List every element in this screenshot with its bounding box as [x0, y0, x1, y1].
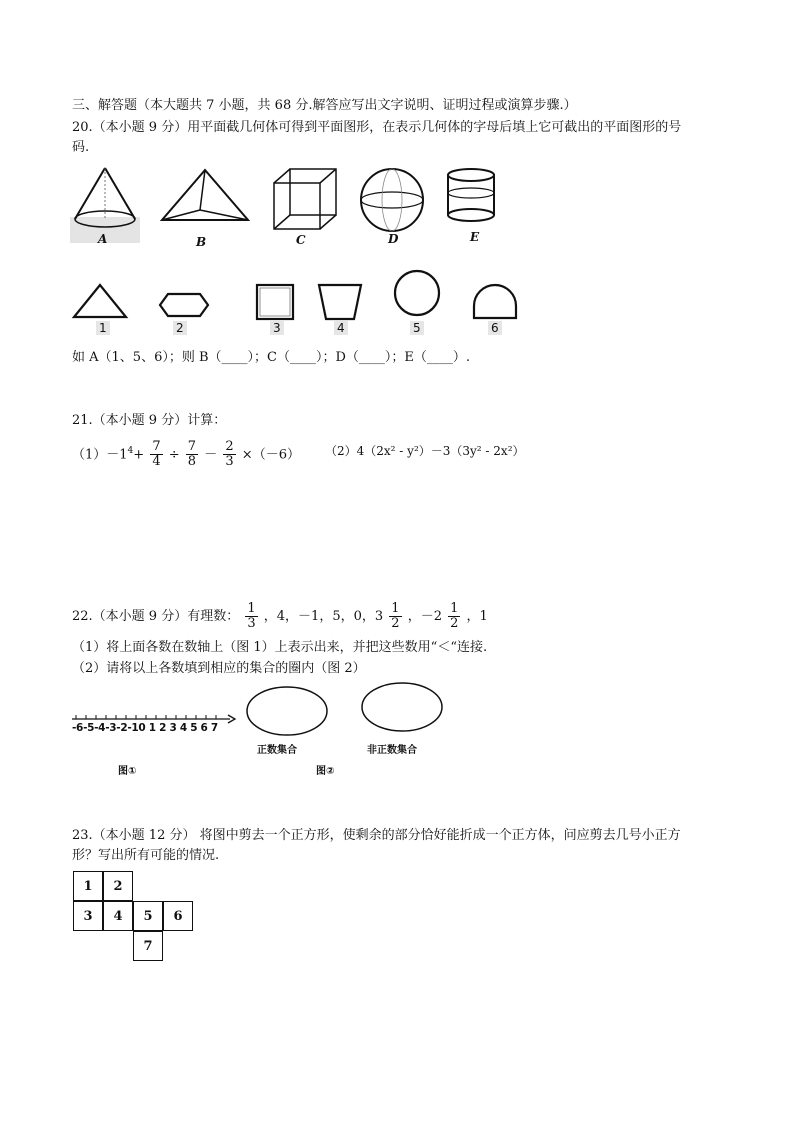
net-cell-3: 3 — [73, 901, 103, 931]
q21-part1 — [72, 433, 300, 473]
net-cell-1: 1 — [73, 871, 103, 901]
shape-label-2: 2 — [173, 321, 187, 335]
circle-shape — [392, 268, 442, 318]
semicircle-shape — [470, 282, 520, 322]
q22-title-line — [72, 597, 488, 637]
positive-set-label: 正数集合 — [257, 745, 297, 756]
q23-text-cont: 形？写出所有可能的情况. — [72, 848, 220, 863]
cube-figure — [272, 167, 338, 233]
q21-p1-exp: 4 — [127, 446, 134, 456]
net-cell-6: 6 — [163, 901, 193, 931]
q21-p1-prefix: （1）－1 — [72, 447, 128, 463]
solid-label-d: D — [388, 232, 399, 246]
solid-label-b: B — [196, 235, 207, 249]
q22-numbers-2: ，－2 — [407, 609, 442, 624]
minus-sign: － — [204, 447, 218, 463]
solid-label-c: C — [296, 233, 306, 247]
shape-label-4: 4 — [334, 321, 348, 335]
cylinder-figure — [445, 167, 497, 227]
shape-label-5: 5 — [410, 321, 424, 335]
q21-part2: （2）4（2x² - y²）－3（3y² - 2x²） — [325, 444, 525, 458]
net-cell-7: 7 — [133, 931, 163, 961]
positive-set-ellipse — [245, 685, 329, 737]
net-cell-5: 5 — [133, 901, 163, 931]
q21-p1-plus: + — [133, 447, 145, 463]
section-header: 三、解答题（本大题共 7 小题，共 68 分.解答应写出文字说明、证明过程或演算步骤.） — [72, 98, 577, 113]
q20-text-cont: 码. — [72, 140, 90, 155]
shape-label-6: 6 — [488, 321, 502, 335]
square-shape — [254, 282, 298, 322]
nonpositive-set-label: 非正数集合 — [367, 745, 417, 756]
divide-sign: ÷ — [168, 447, 180, 463]
q22-numbers: ，4，－1，5，0，3 — [263, 609, 384, 624]
fraction: $\frac{1}{2}$ — [450, 601, 459, 631]
fraction: $\frac{1}{2}$ — [391, 601, 400, 631]
solid-label-e: E — [470, 230, 480, 244]
fraction: $\frac{7}{4}$ — [152, 439, 161, 470]
fraction: $\frac{2}{3}$ — [225, 439, 234, 470]
q22-numbers-end: ，1 — [466, 609, 488, 624]
net-cell-4: 4 — [103, 901, 133, 931]
q20-answer-line: 如 A（1、5、6）；则 B（____）；C（____）；D（____）；E（____）. — [72, 350, 471, 365]
fig1-caption: 图① — [118, 766, 137, 777]
fraction: $\frac{7}{8}$ — [187, 439, 197, 470]
q20-text: 20.（本小题 9 分）用平面截几何体可得到平面图形，在表示几何体的字母后填上它可截出的平面图形的号 — [72, 120, 682, 135]
q21-title: 21.（本小题 9 分）计算： — [72, 413, 227, 428]
q21-p1-suffix: ×（－6） — [241, 447, 300, 463]
net-cell-2: 2 — [103, 871, 133, 901]
number-line-ticks: -6-5-4-3-2-10 1 2 3 4 5 6 7 — [72, 722, 218, 734]
shape-label-3: 3 — [270, 321, 284, 335]
solid-label-a: A — [98, 232, 108, 246]
trapezoid-shape — [316, 282, 364, 322]
sphere-figure — [358, 166, 426, 234]
q22-title: 22.（本小题 9 分）有理数： — [72, 609, 240, 624]
triangle-shape — [70, 283, 130, 323]
q22-sub1: （1）将上面各数在数轴上（图 1）上表示出来，并把这些数用“＜“连接. — [72, 640, 488, 655]
pyramid-figure — [160, 168, 250, 228]
q22-sub2: （2）请将以上各数填到相应的集合的圈内（图 2） — [72, 661, 366, 676]
hexagon-shape — [158, 292, 210, 318]
q23-text: 23.（本小题 12 分） 将图中剪去一个正方形，使剩余的部分恰好能折成一个正方体，问应剪去几号小正方 — [72, 828, 681, 843]
fraction: $\frac{1}{3}$ — [247, 601, 256, 631]
shape-label-1: 1 — [96, 321, 110, 335]
nonpositive-set-ellipse — [360, 681, 444, 733]
fig2-caption: 图② — [316, 766, 335, 777]
